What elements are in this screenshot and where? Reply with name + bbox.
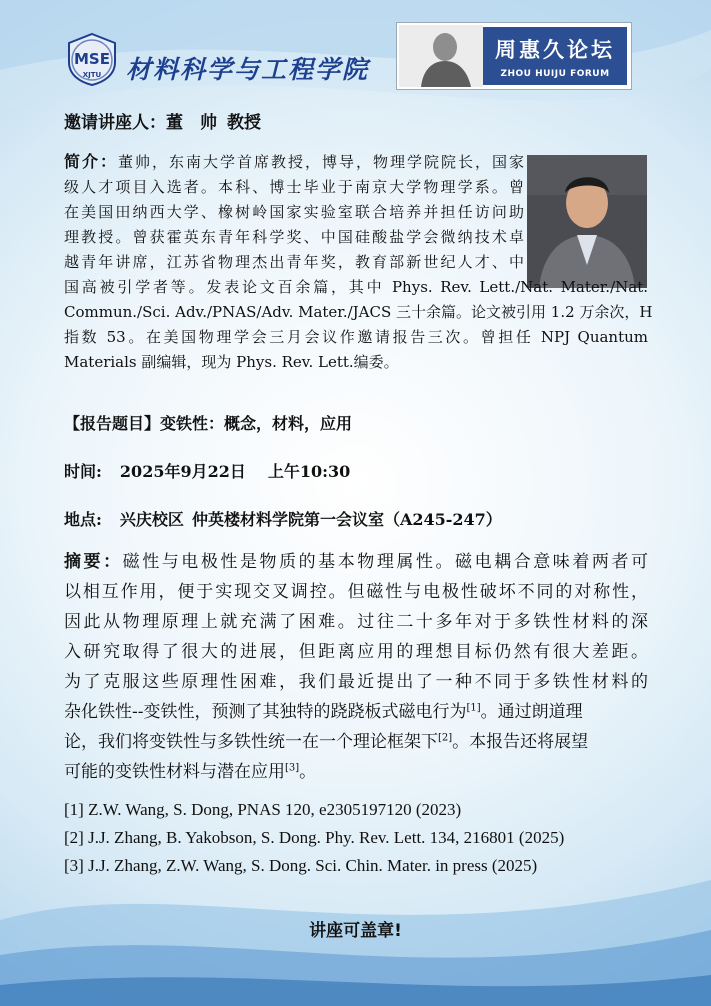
bio-line: 指数 53。在美国物理学会三月会议作邀请报告三次。曾担任 NPJ Quantum <box>64 328 648 346</box>
logo-text: MSE <box>74 50 110 68</box>
abstract-line: 以相互作用，便于实现交叉调控。但磁性与电极性破坏不同的对称性， <box>64 582 648 602</box>
report-title: 变铁性：概念，材料，应用 <box>160 414 353 433</box>
speaker-title: 教授 <box>227 113 261 133</box>
reference-item: [1] Z.W. Wang, S. Dong, PNAS 120, e2305197120 (2023) <box>64 800 462 819</box>
reference-item: [3] J.J. Zhang, Z.W. Wang, S. Dong. Sci. Chin. Mater. in press (2025) <box>64 856 538 875</box>
time-clock: 上午10:30 <box>267 462 351 481</box>
mse-logo <box>64 32 120 86</box>
abstract-line: 磁性与电极性是物质的基本物理属性。磁电耦合意味着两者可 <box>122 552 648 572</box>
school-name: 材料科学与工程学院 <box>126 55 370 84</box>
report-label: 【报告题目】 <box>64 414 161 433</box>
citation: [2] <box>438 732 453 744</box>
forum-founder-photo <box>399 25 483 87</box>
place-line <box>64 507 502 530</box>
bio-line: Commun./Sci. Adv./PNAS/Adv. Mater./JACS 三十余篇。论文被引用 1.2 万余次，H <box>64 303 653 321</box>
bio-line: Materials 副编辑，现为 Phys. Rev. Lett.编委。 <box>64 353 399 371</box>
abstract-line: 。通过朗道理 <box>480 702 583 722</box>
abstract-line: 因此从物理原理上就充满了困难。过往二十多年对于多铁性材料的深 <box>64 612 648 632</box>
forum-subtitle: ZHOU HUIJU FORUM <box>500 69 610 79</box>
bio-label: 简介： <box>64 152 118 171</box>
abstract-label: 摘要： <box>64 552 123 572</box>
abstract-line: 论，我们将变铁性与多铁性统一在一个理论框架下 <box>64 732 438 752</box>
speaker-label: 邀请讲座人： <box>64 113 166 133</box>
bio-line: 级人才项目入选者。本科、博士毕业于南京大学物理学系。曾 <box>64 178 524 196</box>
stamp-note: 讲座可盖章! <box>309 921 402 941</box>
forum-badge <box>396 22 632 90</box>
time-date: 2025年9月22日 <box>119 462 246 481</box>
citation: [3] <box>285 762 300 774</box>
bio-section <box>64 149 653 375</box>
place-label: 地点: <box>64 510 102 529</box>
abstract-line: 。 <box>299 762 317 782</box>
bio-line: 国高被引学者等。发表论文百余篇，其中 Phys. Rev. Lett./Nat. Mater./Nat. <box>64 278 648 296</box>
speaker-line <box>64 108 261 133</box>
time-line <box>64 459 350 482</box>
abstract-line: 。本报告还将展望 <box>452 732 589 752</box>
abstract-line: 入研究取得了很大的进展，但距离应用的理想目标仍然有很大差距。 <box>64 642 648 662</box>
bio-line: 在美国田纳西大学、橡树岭国家实验室联合培养并担任访问助 <box>64 203 524 221</box>
time-label: 时间: <box>64 462 102 481</box>
report-title-line <box>64 411 352 434</box>
forum-banner <box>483 27 627 85</box>
citation: [1] <box>466 702 481 714</box>
logo-subtext: XJTU <box>82 71 102 79</box>
references <box>64 796 564 880</box>
place-campus: 兴庆校区 <box>119 510 184 529</box>
speaker-name: 董 帅 <box>166 113 217 133</box>
bio-line: 董帅，东南大学首席教授，博导，物理学院院长，国家 <box>118 153 524 171</box>
abstract-line: 杂化铁性--变铁性，预测了其独特的跷跷板式磁电行为 <box>64 702 467 722</box>
abstract-section <box>64 547 648 787</box>
bio-line: 理教授。曾获霍英东青年科学奖、中国硅酸盐学会微纳技术卓 <box>64 228 524 246</box>
abstract-line: 为了克服这些原理性困难，我们最近提出了一种不同于多铁性材料的 <box>64 672 648 692</box>
forum-title: 周惠久论坛 <box>495 38 615 62</box>
place-room: 仲英楼材料学院第一会议室（A245-247） <box>191 510 502 529</box>
bio-line: 越青年讲席，江苏省物理杰出青年奖，教育部新世纪人才、中 <box>64 253 524 271</box>
reference-item: [2] J.J. Zhang, B. Yakobson, S. Dong. Phy. Rev. Lett. 134, 216801 (2025) <box>64 828 565 847</box>
abstract-line: 可能的变铁性材料与潜在应用 <box>64 762 285 782</box>
